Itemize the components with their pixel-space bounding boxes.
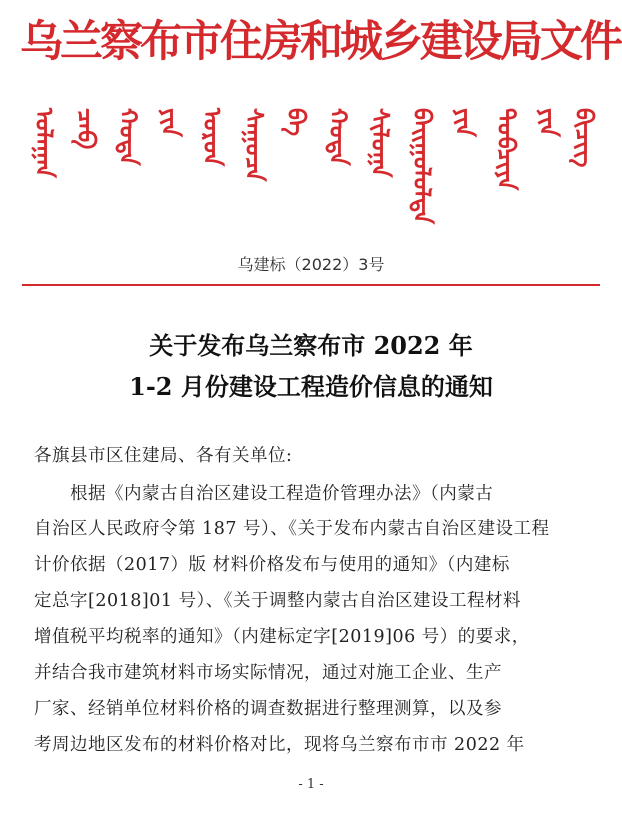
mongolian-word: ᠶᠢᠨ — [450, 108, 478, 138]
mongolian-word: ᠰᠠᠭᠤᠴᠠ — [240, 108, 268, 182]
mongolian-word: ᠶᠢᠨ — [534, 108, 562, 138]
red-divider-line — [22, 284, 600, 286]
mongolian-word: ᠰᠢᠯᠤᠭᠠ — [366, 108, 394, 178]
page-number: - 1 - — [298, 777, 324, 792]
mongolian-word: ᠬᠣᠲᠠ — [114, 108, 142, 166]
body-line: 各旗县市区住建局、各有关单位: — [34, 446, 293, 466]
mongolian-word: ᠲᠣᠪᠴᠢᠶᠠ — [492, 108, 520, 191]
body-line: 考周边地区发布的材料价格对比，现将乌兰察布市市 2022 年 — [34, 735, 525, 755]
mongolian-word: ᠴᠠᠪ — [72, 108, 100, 150]
body-line: 计价依据（2017）版 材料价格发布与使用的通知》（内建标 — [34, 555, 510, 575]
document-title-line-1: 关于发布乌兰察布市 2022 年 — [149, 331, 473, 360]
mongolian-word: ᠪᠠ — [282, 108, 310, 137]
body-line: 定总字[2018]01 号）、《关于调整内蒙古自治区建设工程材料 — [34, 591, 522, 611]
issuing-authority-header: 乌兰察布市住房和城乡建设局文件 — [20, 17, 620, 67]
body-line: 根据《内蒙古自治区建设工程造价管理办法》（内蒙古 — [34, 484, 494, 504]
mongolian-word: ᠣᠷᠣᠨ — [198, 108, 226, 167]
document-number: 乌建标（2022）3号 — [237, 255, 385, 274]
mongolian-word: ᠤᠯᠠᠭᠠᠨ — [30, 108, 58, 178]
document-title-line-2: 1-2 月份建设工程造价信息的通知 — [129, 372, 493, 401]
mongolian-script-header — [30, 108, 598, 225]
body-line: 厂家、经销单位材料价格的调查数据进行整理测算，以及参 — [34, 699, 502, 719]
body-line: 自治区人民政府令第 187 号）、《关于发布内蒙古自治区建设工程 — [34, 519, 550, 539]
body-line: 增值税平均税率的通知》（内建标定字[2019]06 号）的要求， — [34, 627, 530, 647]
mongolian-word: ᠪᠢᠴᠢᠭ — [570, 108, 598, 168]
mongolian-word: ᠪᠠᠢᠭᠤᠯᠤᠯᠲᠠ — [408, 108, 436, 225]
body-line: 并结合我市建筑材料市场实际情况，通过对施工企业、生产 — [34, 663, 502, 683]
mongolian-word: ᠶᠢᠨ — [156, 108, 184, 138]
mongolian-word: ᠬᠣᠲᠠ — [324, 108, 352, 166]
